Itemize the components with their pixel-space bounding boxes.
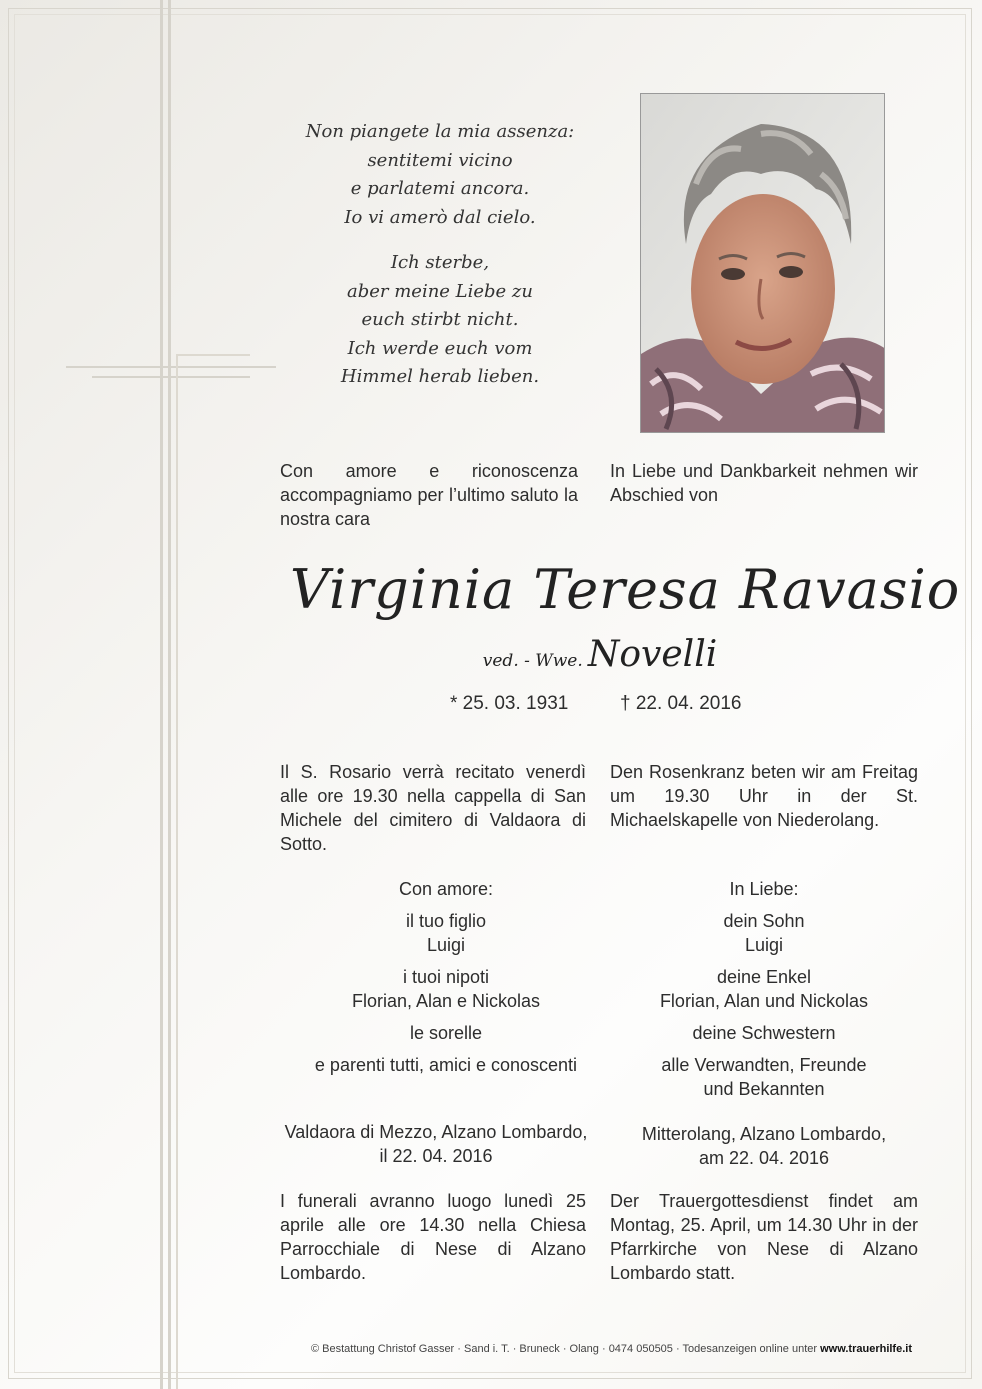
- poem-line: Ich werde euch vom: [347, 337, 533, 359]
- portrait-photo: [640, 93, 885, 433]
- family-member: Florian, Alan e Nickolas: [351, 991, 541, 1011]
- family-label: deine Enkel: [716, 967, 812, 987]
- date-line: il 22. 04. 2016: [379, 1146, 493, 1166]
- poem-line: Himmel herab lieben.: [340, 366, 540, 387]
- poem-line: Io vi amerò dal cielo.: [344, 206, 536, 228]
- place-date-italian: [266, 1120, 606, 1168]
- poem-italian: [290, 118, 590, 232]
- place-line: Mitterolang, Alzano Lombardo,: [641, 1124, 887, 1144]
- poem-line: e parlatemi ancora.: [350, 178, 530, 199]
- footer: [200, 1343, 912, 1355]
- deceased-name: Virginia Teresa Ravasio: [290, 558, 961, 621]
- poem-line: sentitemi vicino: [367, 149, 513, 171]
- rosary-italian: Il S. Rosario verrà recitato venerdì alle ore 19.30 nella cappella di San Michele del cimitero di Valdaora di Sotto.: [280, 762, 586, 854]
- place-line: Valdaora di Mezzo, Alzano Lombardo,: [284, 1122, 588, 1142]
- family-member: e parenti tutti, amici e conoscenti: [314, 1055, 578, 1075]
- poem-line: aber meine Liebe zu: [346, 280, 533, 302]
- family-member: Florian, Alan und Nickolas: [659, 991, 869, 1011]
- funeral-german: Der Trauergottesdienst findet am Montag, 25. April, um 14.30 Uhr in der Pfarrkirche von Nese di Alzano Lombardo statt.: [610, 1191, 918, 1283]
- family-label: il tuo figlio: [405, 911, 487, 931]
- poem-line: Non piangete la mia assenza:: [305, 121, 575, 142]
- birth-date: * 25. 03. 1931: [450, 693, 569, 714]
- family-label: deine Schwestern: [692, 1023, 836, 1043]
- footer-url[interactable]: www.trauerhilfe.it: [820, 1343, 912, 1355]
- footer-text: © Bestattung Christof Gasser · Sand i. T. · Bruneck · Olang · 0474 050505 · Todesanzeigen online unter: [311, 1343, 821, 1355]
- intro-italian: Con amore e riconoscenza accompagniamo per l’ultimo saluto la nostra cara: [280, 461, 578, 529]
- death-date: † 22. 04. 2016: [620, 693, 742, 714]
- rosary-german: Den Rosenkranz beten wir am Freitag um 19.30 Uhr in der St. Michaelskapelle von Niederolang.: [610, 762, 918, 830]
- family-label: le sorelle: [409, 1023, 483, 1043]
- family-italian: [276, 877, 616, 1077]
- widow-prefix: ved. - Wwe.: [482, 651, 583, 671]
- family-label: dein Sohn: [723, 911, 805, 931]
- family-german: [594, 877, 934, 1101]
- poem-line: euch stirbt nicht.: [361, 309, 519, 330]
- family-member: alle Verwandten, Freunde: [661, 1055, 867, 1075]
- family-member: Luigi: [744, 935, 784, 955]
- surname: Novelli: [587, 634, 718, 675]
- poem-german: [290, 249, 590, 392]
- date-line: am 22. 04. 2016: [698, 1148, 830, 1168]
- family-heading: In Liebe:: [729, 879, 799, 899]
- family-member: und Bekannten: [703, 1079, 825, 1099]
- family-label: i tuoi nipoti: [402, 967, 490, 987]
- family-heading: Con amore:: [398, 879, 494, 899]
- funeral-italian: I funerali avranno luogo lunedì 25 aprile alle ore 14.30 nella Chiesa Parrocchiale di Nese di Alzano Lombardo.: [280, 1191, 586, 1283]
- family-member: Luigi: [426, 935, 466, 955]
- poem-line: Ich sterbe,: [390, 252, 490, 273]
- intro-german: In Liebe und Dankbarkeit nehmen wir Abschied von: [610, 461, 918, 505]
- widow-line: [290, 634, 910, 675]
- place-date-german: [594, 1122, 934, 1170]
